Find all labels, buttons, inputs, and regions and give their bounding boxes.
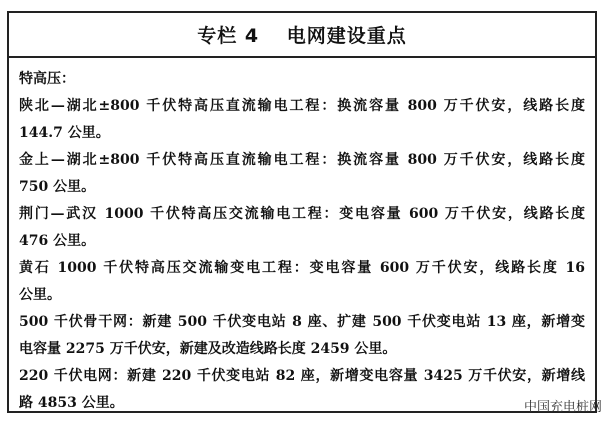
text-line: 陕北—湖北±800 千伏特高压直流输电工程：换流容量 800 万千伏安，线路长度	[19, 98, 585, 114]
text-line: 500 千伏骨干网：新建 500 千伏变电站 8 座、扩建 500 千伏变电站 13 座，新增变	[19, 314, 585, 330]
text-line: 电容量 2275 万千伏安，新建及改造线路长度 2459 公里。	[19, 341, 397, 357]
text-line: 220 千伏电网：新建 220 千伏变电站 82 座，新增变电容量 3425 万千伏安，新增线	[19, 368, 585, 384]
watermark-text: 中国充电桩网	[523, 400, 602, 415]
text-line: 黄石 1000 千伏特高压交流输变电工程：变电容量 600 万千伏安，线路长度 16	[19, 260, 585, 276]
text-line: 476 公里。	[19, 233, 96, 249]
box-title: 专栏 4 电网建设重点	[197, 25, 407, 47]
text-line: 路 4853 公里。	[19, 395, 124, 411]
box-body	[9, 58, 595, 417]
content-box	[7, 11, 597, 413]
text-line: 750 公里。	[19, 179, 96, 195]
text-line: 荆门—武汉 1000 千伏特高压交流输电工程：变电容量 600 万千伏安，线路长度	[19, 206, 585, 222]
box-header	[9, 13, 595, 58]
text-line: 公里。	[19, 287, 61, 303]
text-line: 金上—湖北±800 千伏特高压直流输电工程：换流容量 800 万千伏安，线路长度	[19, 152, 585, 168]
section-heading: 特高压：	[19, 71, 75, 87]
text-line: 144.7 公里。	[19, 125, 110, 141]
